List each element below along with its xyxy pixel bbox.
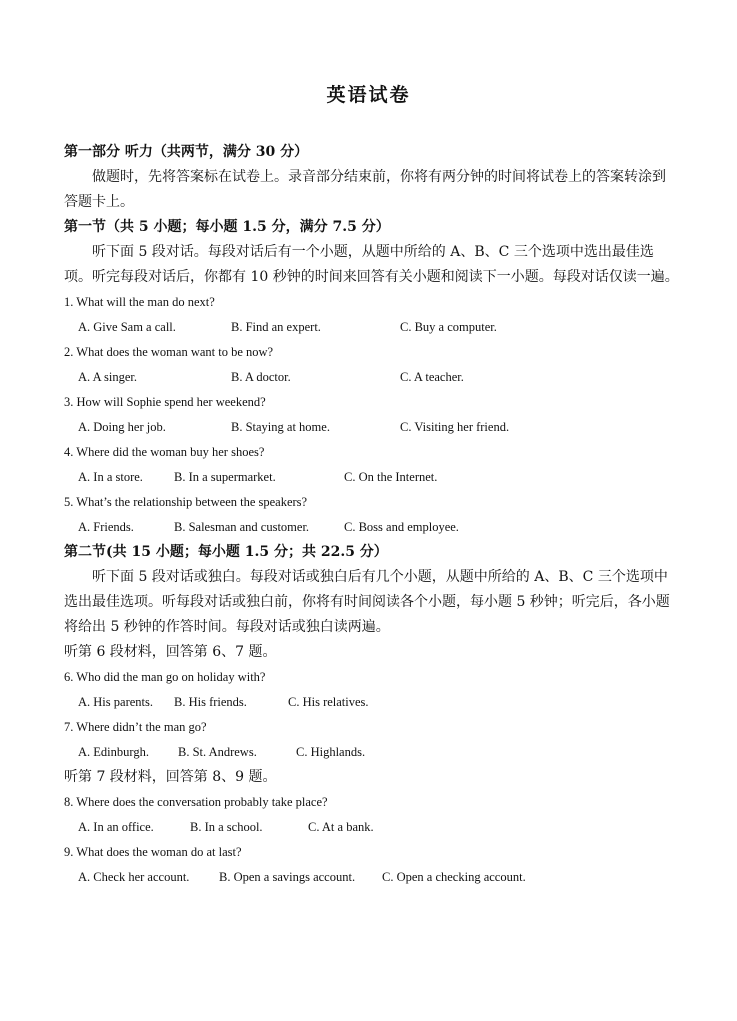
question-5: 5. What’s the relationship between the speakers? [64,495,308,509]
part1-instruction: 做题时，先将答案标在试卷上。录音部分结束前，你将有两分钟的时间将试卷上的答案转涂到答题卡上。 [64,169,666,210]
section1-instruction: 听下面 5 段对话。每段对话后有一个小题，从题中所给的 A、B、C 三个选项中选出最佳选项。听完每段对话后，你都有 10 秒钟的时间来回答有关小题和阅读下一小题。每段对话仅读一遍。 [64,244,679,285]
question-6-options [64,690,679,715]
option-a: A. Give Sam a call. [78,320,176,334]
question-1: 1. What will the man do next? [64,295,215,309]
option-a: A. Friends. [78,520,134,534]
question-6: 6. Who did the man go on holiday with? [64,670,266,684]
question-9-options [64,865,679,890]
option-b: B. Find an expert. [231,320,321,334]
question-3: 3. How will Sophie spend her weekend? [64,395,266,409]
option-c: C. At a bank. [308,820,374,834]
option-a: A. Doing her job. [78,420,166,434]
option-a: A. Edinburgh. [78,745,149,759]
part1-heading: 第一部分 听力（共两节，满分 30 分） [64,144,309,160]
option-b: B. A doctor. [231,370,291,384]
question-2: 2. What does the woman want to be now? [64,345,274,359]
option-a: A. In a store. [78,470,143,484]
option-c: C. Highlands. [296,745,366,759]
question-9: 9. What does the woman do at last? [64,845,242,859]
option-b: B. His friends. [174,695,247,709]
question-4: 4. Where did the woman buy her shoes? [64,445,265,459]
option-b: B. Salesman and customer. [174,520,310,534]
option-a: A. A singer. [78,370,138,384]
option-b: B. In a supermarket. [174,470,276,484]
question-5-options [64,515,679,540]
option-a: A. In an office. [78,820,154,834]
question-8: 8. Where does the conversation probably take place? [64,795,328,809]
question-2-options [64,365,679,390]
section2-instruction: 听下面 5 段对话或独白。每段对话或独白后有几个小题，从题中所给的 A、B、C 三个选项中选出最佳选项。听每段对话或独白前，你将有时间阅读各个小题，每小题 5 秒钟；听完后，各小题将给出 5 秒钟的作答时间。每段对话或独白读两遍。 [64,569,670,635]
option-a: A. His parents. [78,695,153,709]
option-b: B. Staying at home. [231,420,330,434]
exam-content [64,140,679,890]
question-8-options [64,815,679,840]
material-6-note: 听第 6 段材料，回答第 6、7 题。 [64,644,277,660]
option-c: C. Open a checking account. [382,870,526,884]
material-7-note: 听第 7 段材料，回答第 8、9 题。 [64,769,277,785]
question-7-options [64,740,679,765]
option-b: B. St. Andrews. [178,745,257,759]
option-c: C. Visiting her friend. [400,420,510,434]
option-c: C. Boss and employee. [344,520,459,534]
question-7: 7. Where didn’t the man go? [64,720,207,734]
section1-heading: 第一节（共 5 小题；每小题 1.5 分，满分 7.5 分） [64,219,390,235]
question-3-options [64,415,679,440]
option-c: C. Buy a computer. [400,320,497,334]
option-b: B. In a school. [190,820,263,834]
option-c: C. On the Internet. [344,470,438,484]
question-1-options [64,315,679,340]
question-4-options [64,465,679,490]
option-c: C. His relatives. [288,695,369,709]
section2-heading: 第二节(共 15 小题；每小题 1.5 分；共 22.5 分） [64,544,388,560]
option-c: C. A teacher. [400,370,464,384]
option-b: B. Open a savings account. [219,870,356,884]
page-title: 英语试卷 [326,84,411,106]
option-a: A. Check her account. [78,870,190,884]
